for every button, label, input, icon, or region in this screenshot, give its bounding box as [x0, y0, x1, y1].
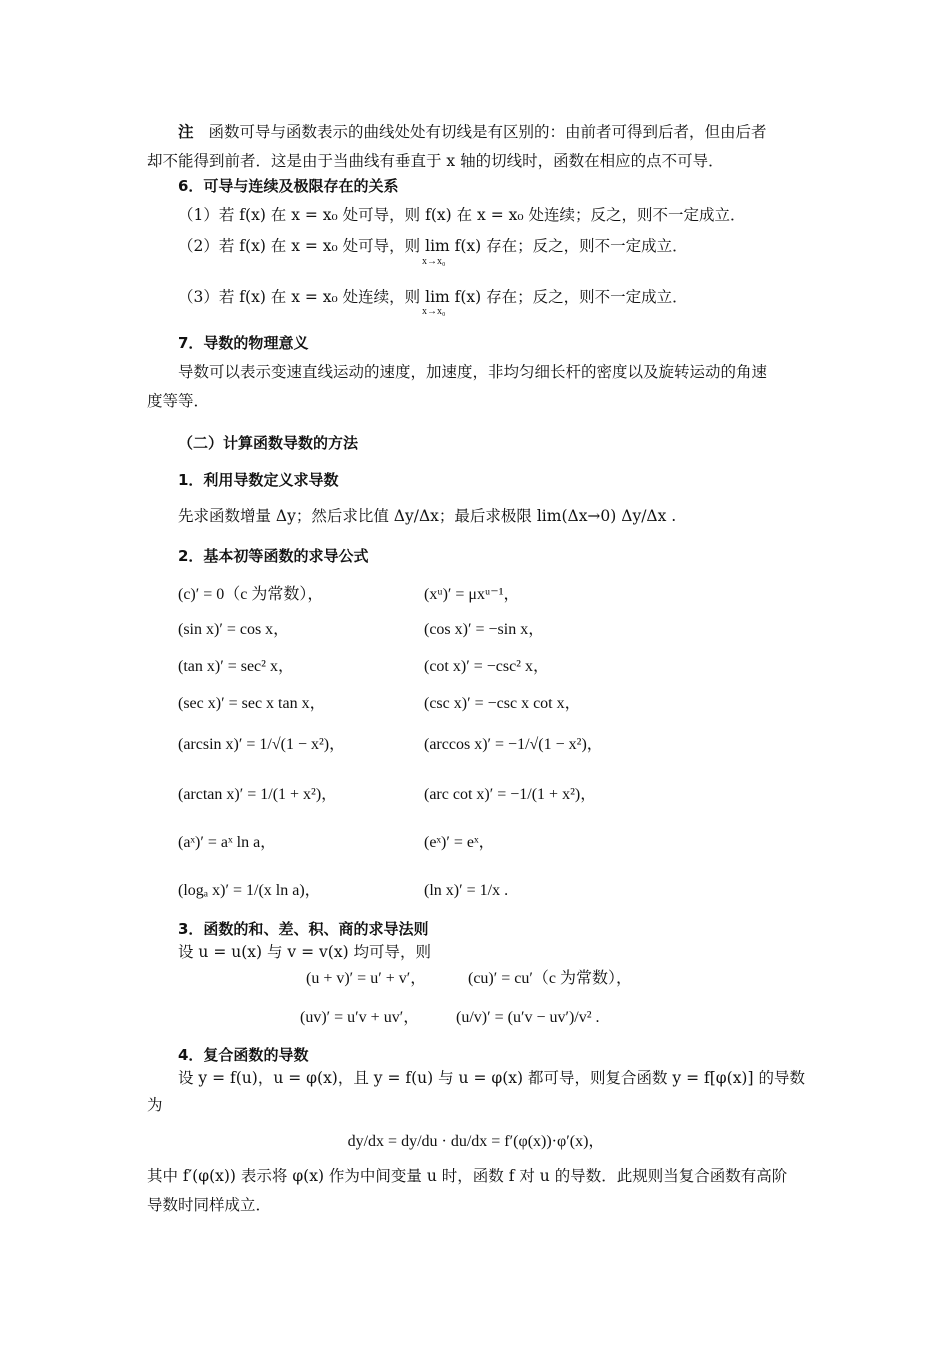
section-7-line-2: 度等等． — [147, 392, 210, 410]
rule-product: (uv)′ = u′v + uv′， — [300, 1009, 420, 1026]
method-3-intro: 设 u = u(x) 与 v = v(x) 均可导，则 — [178, 943, 432, 961]
formula-tan: (tan x)′ = sec² x， — [178, 658, 294, 675]
method-4-line-2: 为 — [147, 1096, 163, 1114]
note-label: 注 — [178, 123, 194, 141]
section-6-heading: 6．可导与连续及极限存在的关系 — [178, 177, 399, 195]
formula-csc: (csc x)′ = −csc x cot x， — [424, 695, 581, 712]
rule-sum: (u + v)′ = u′ + v′， — [306, 970, 427, 987]
section-7-heading: 7．导数的物理意义 — [178, 334, 309, 352]
rule-quotient: (u/v)′ = (u′v − uv′)/v² . — [456, 1009, 600, 1026]
formula-arccos: (arccos x)′ = −1/√(1 − x²)， — [424, 736, 603, 753]
formula-sin: (sin x)′ = cos x， — [178, 621, 290, 638]
method-1-text: 先求函数增量 Δy；然后求比值 Δy/Δx；最后求极限 lim(Δx→0) Δy/Δx . — [178, 507, 677, 525]
lim-subscript-3: x→x₀ — [422, 306, 446, 317]
chain-rule-formula: dy/dx = dy/du · du/dx = f′(φ(x))·φ′(x)， — [347, 1133, 605, 1150]
section-6-item-2: （2）若 f(x) 在 x = x₀ 处可导，则 lim f(x) 存在；反之，则不一定成立． — [178, 237, 688, 255]
lim-subscript-2: x→x₀ — [422, 256, 446, 267]
section-6-item-3: （3）若 f(x) 在 x = x₀ 处连续，则 lim f(x) 存在；反之，则不一定成立． — [178, 288, 688, 306]
formula-cos: (cos x)′ = −sin x， — [424, 621, 545, 638]
method-4-line-1: 设 y = f(u)，u = φ(x)，且 y = f(u) 与 u = φ(x) 都可导，则复合函数 y = f[φ(x)] 的导数 — [178, 1069, 805, 1087]
method-4-line-3: 其中 f′(φ(x)) 表示将 φ(x) 作为中间变量 u 时，函数 f 对 u 的导数．此规则当复合函数有高阶 — [147, 1167, 788, 1185]
part-2-heading: （二）计算函数导数的方法 — [178, 434, 359, 452]
formula-ln: (ln x)′ = 1/x . — [424, 882, 509, 899]
formula-exp-a: (aˣ)′ = aˣ ln a， — [178, 834, 277, 851]
note-line-1 — [178, 121, 766, 143]
formula-log-a: (logₐ x)′ = 1/(x ln a)， — [178, 882, 321, 899]
formula-arctan: (arctan x)′ = 1/(1 + x²)， — [178, 786, 338, 803]
formula-power: (xᵘ)′ = μxᵘ⁻¹， — [424, 586, 520, 603]
section-7-line-1: 导数可以表示变速直线运动的速度，加速度，非均匀细长杆的密度以及旋转运动的角速 — [178, 363, 768, 381]
formula-constant: (c)′ = 0（c 为常数）， — [178, 586, 324, 603]
formula-arccot: (arc cot x)′ = −1/(1 + x²)， — [424, 786, 597, 803]
section-6-item-1: （1）若 f(x) 在 x = x₀ 处可导，则 f(x) 在 x = x₀ 处连续；反之，则不一定成立． — [178, 206, 746, 224]
formula-arcsin: (arcsin x)′ = 1/√(1 − x²)， — [178, 736, 346, 753]
formula-cot: (cot x)′ = −csc² x， — [424, 658, 549, 675]
formula-sec: (sec x)′ = sec x tan x， — [178, 695, 326, 712]
method-4-heading: 4．复合函数的导数 — [178, 1046, 309, 1064]
method-2-heading: 2．基本初等函数的求导公式 — [178, 547, 369, 565]
note-line-2: 却不能得到前者．这是由于当曲线有垂直于 x 轴的切线时，函数在相应的点不可导． — [147, 152, 724, 170]
method-3-heading: 3．函数的和、差、积、商的求导法则 — [178, 920, 429, 938]
note-text: 函数可导与函数表示的曲线处处有切线是有区别的：由前者可得到后者，但由后者 — [208, 123, 767, 141]
formula-exp-e: (eˣ)′ = eˣ， — [424, 834, 495, 851]
rule-constant-multiple: (cu)′ = cu′（c 为常数）， — [468, 970, 632, 987]
method-4-line-4: 导数时同样成立． — [147, 1196, 272, 1214]
method-1-heading: 1．利用导数定义求导数 — [178, 471, 339, 489]
